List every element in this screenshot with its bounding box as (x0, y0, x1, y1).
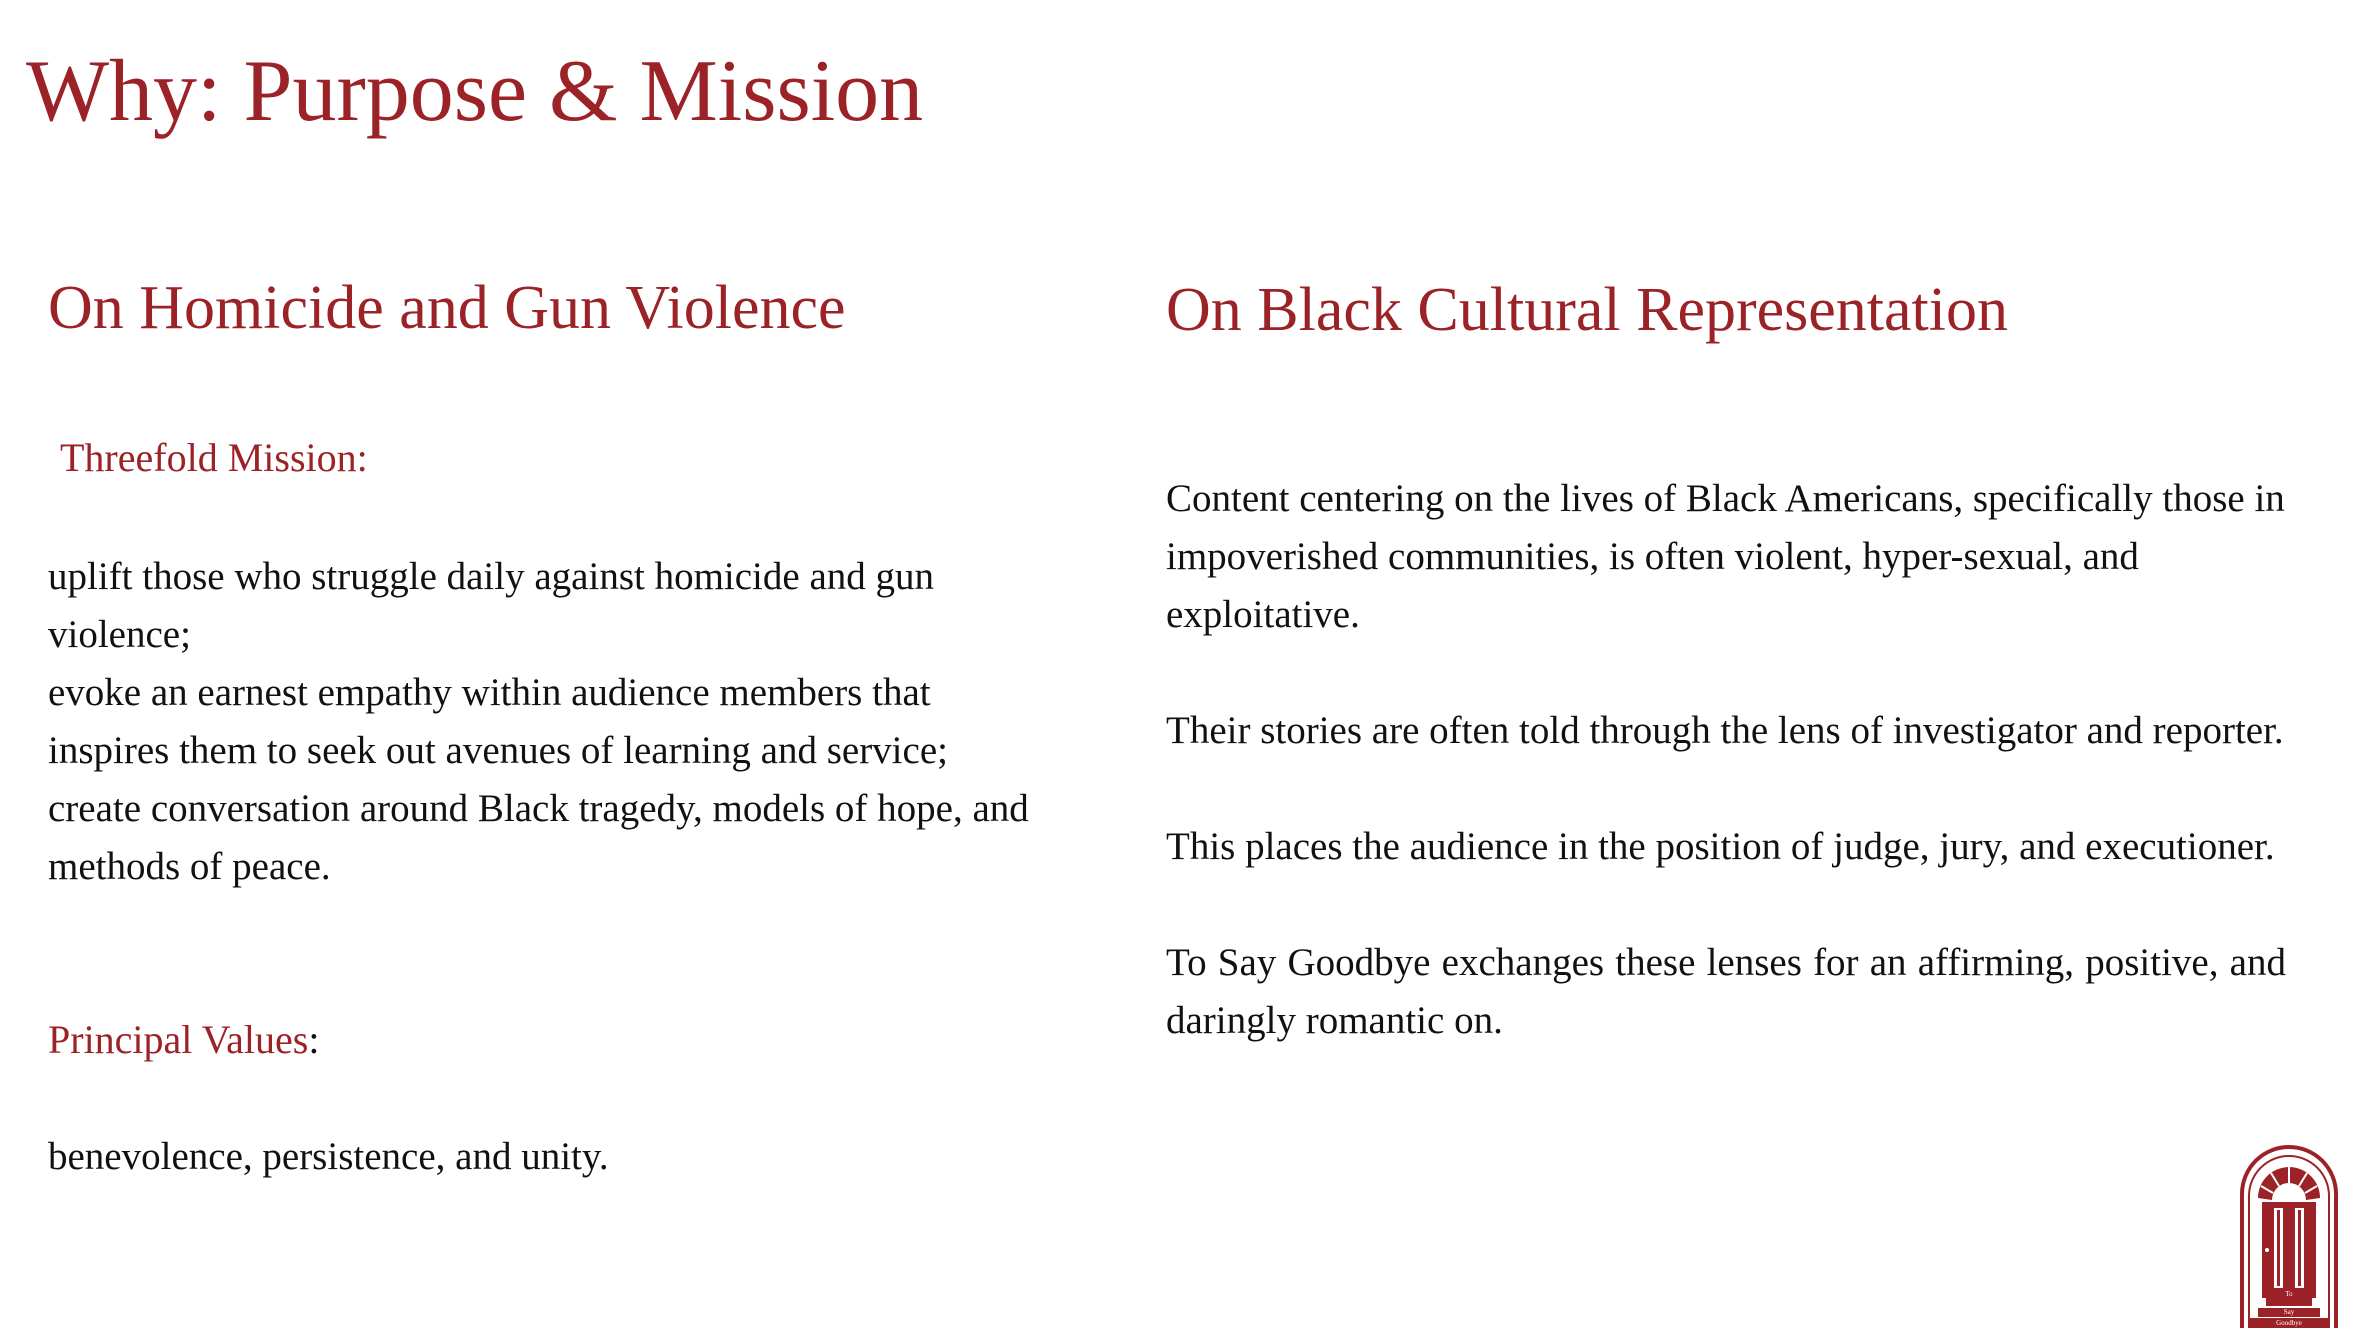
mission-item: create conversation around Black tragedy, models of hope, and methods of peace. (48, 787, 1029, 888)
representation-text (1166, 470, 2286, 1108)
representation-paragraph: Their stories are often told through the lens of investigator and reporter. (1166, 709, 2284, 752)
slide-title: Why: Purpose & Mission (26, 43, 924, 140)
principal-values-label-text: Principal Values (48, 1017, 309, 1062)
logo-text-goodbye: Goodbye (2276, 1319, 2302, 1327)
principal-values-label (48, 1016, 319, 1064)
logo-text-say: Say (2283, 1308, 2295, 1316)
mission-item: evoke an earnest empathy within audience members that inspires them to seek out avenues of learning and service; (48, 671, 948, 772)
threefold-mission-label: Threefold Mission: (60, 435, 368, 480)
mission-item: uplift those who struggle daily against homicide and gun violence; (48, 555, 935, 656)
representation-paragraph: Content centering on the lives of Black Americans, specifically those in impoverished communities, is often violent, hyper-sexual, and exploitative. (1166, 477, 2285, 636)
right-column-heading: On Black Cultural Representation (1166, 276, 2008, 344)
arched-door-logo (2236, 1142, 2342, 1328)
logo-text-to: To (2285, 1290, 2293, 1298)
representation-paragraph: To Say Goodbye exchanges these lenses for an affirming, positive, and daringly romantic on. (1166, 941, 2286, 1042)
principal-values-text: benevolence, persistence, and unity. (48, 1135, 609, 1178)
representation-paragraph: This places the audience in the position of judge, jury, and executioner. (1166, 825, 2275, 868)
left-column-heading: On Homicide and Gun Violence (48, 274, 846, 342)
mission-list (48, 548, 1038, 896)
principal-values-colon: : (308, 1017, 320, 1062)
